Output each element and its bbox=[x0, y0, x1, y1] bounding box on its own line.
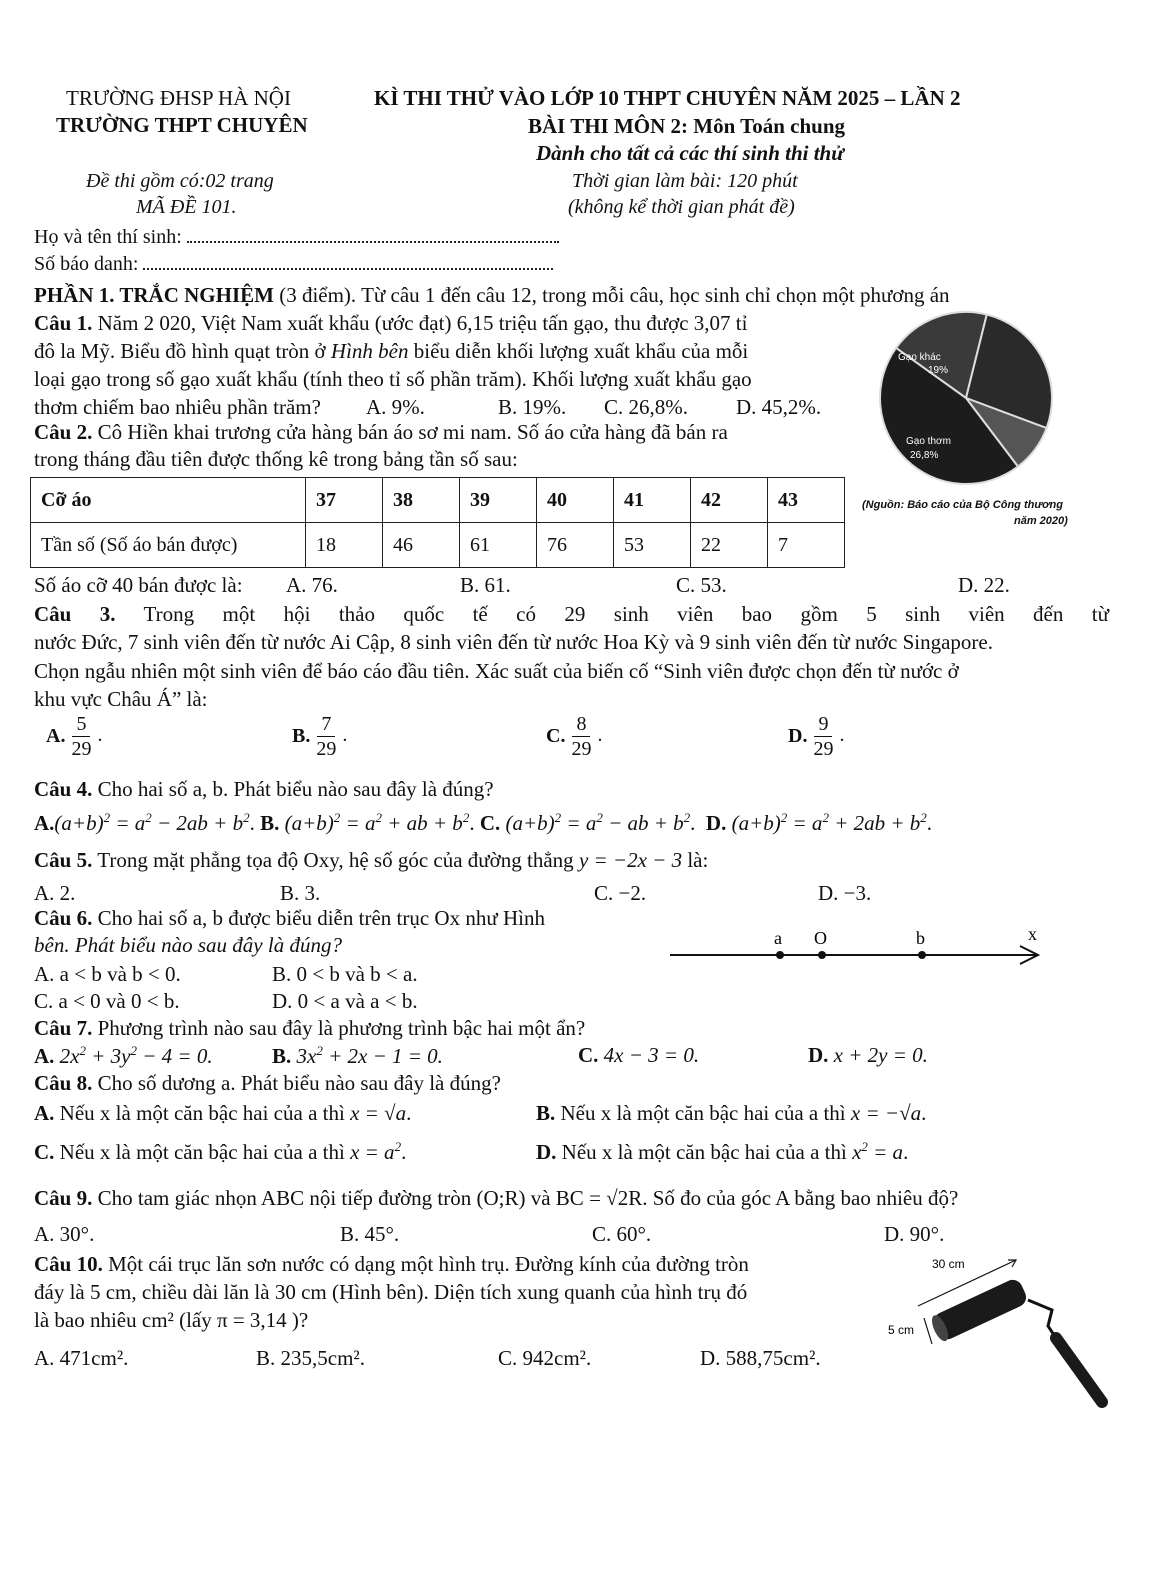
q4-text: Cho hai số a, b. Phát biểu nào sau đây là đúng? bbox=[97, 777, 494, 801]
q3-option-c: C. $\frac{8}{29}$ . bbox=[546, 713, 603, 760]
candidate-name-label: Họ và tên thí sinh: bbox=[34, 226, 182, 248]
pie-value-other: 19% bbox=[928, 365, 949, 376]
q3-a-denominator: 29 bbox=[71, 738, 92, 760]
q1-line2 bbox=[34, 339, 748, 364]
q8-option-c: C. Nếu x là một căn bậc hai của a thì $x = a^2$. bbox=[34, 1139, 407, 1164]
q7-text: Phương trình nào sau đây là phương trình bậc hai một ẩn? bbox=[97, 1016, 586, 1040]
q1-line4: thơm chiếm bao nhiêu phần trăm? bbox=[34, 395, 321, 419]
q1-text-2a: đô la Mỹ. Biểu đồ hình quạt tròn ở bbox=[34, 339, 331, 363]
q1-option-c: C. 26,8%. bbox=[604, 395, 688, 419]
q6-option-c: C. a < 0 và 0 < b. bbox=[34, 989, 180, 1013]
point-a bbox=[776, 951, 784, 959]
q8-option-d: D. Nếu x là một căn bậc hai của a thì $x^2 = a$. bbox=[536, 1139, 909, 1164]
q5-tail: là: bbox=[687, 848, 709, 872]
table-header-size: Cỡ áo bbox=[31, 478, 306, 523]
table-cell: 43 bbox=[768, 478, 845, 523]
q7-line1 bbox=[34, 1016, 585, 1041]
q7-option-d: D. x + 2y = 0. bbox=[808, 1043, 928, 1067]
q6-label: Câu 6. bbox=[34, 906, 93, 930]
q3-c-denominator: 29 bbox=[571, 738, 592, 760]
table-cell: 22 bbox=[691, 523, 768, 568]
axis-label-a: a bbox=[774, 928, 782, 948]
q3-b-denominator: 29 bbox=[316, 738, 337, 760]
q10-line1 bbox=[34, 1252, 749, 1277]
q8-b-stem: Nếu x là một căn bậc hai của a thì bbox=[560, 1101, 846, 1125]
candidate-id-row bbox=[34, 253, 553, 276]
q1-text-2c: biểu diễn khối lượng xuất khẩu của mỗi bbox=[408, 339, 749, 363]
q2-line2: trong tháng đầu tiên được thống kê trong bảng tần số sau: bbox=[34, 447, 518, 471]
q3-label: Câu 3. bbox=[34, 602, 116, 626]
q2-option-d: D. 22. bbox=[958, 573, 1010, 597]
pie-source-line1: (Nguồn: Báo cáo của Bộ Công thương bbox=[862, 499, 1063, 511]
q7-option-d-text: x + 2y = 0. bbox=[833, 1043, 928, 1067]
q8-text: Cho số dương a. Phát biểu nào sau đây là đúng? bbox=[97, 1071, 501, 1095]
paint-roller-figure bbox=[880, 1252, 1110, 1422]
q7-option-b: B. $3x^2 + 2x - 1 = 0$. bbox=[272, 1043, 443, 1068]
q5-line1 bbox=[34, 848, 708, 873]
q5-option-a: A. 2. bbox=[34, 881, 76, 905]
q7-option-c: C. 4x − 3 = 0. bbox=[578, 1043, 700, 1067]
q3-text-1: Trong một hội thảo quốc tế có 29 sinh viên bao gồm 5 sinh viên đến từ bbox=[143, 602, 1109, 626]
time-limit: Thời gian làm bài: 120 phút bbox=[572, 170, 798, 192]
q9-line1 bbox=[34, 1186, 958, 1211]
q10-text-1: Một cái trục lăn sơn nước có dạng một hình trụ. Đường kính của đường tròn bbox=[108, 1252, 749, 1276]
exam-code: MÃ ĐỀ 101. bbox=[136, 196, 237, 218]
q8-label: Câu 8. bbox=[34, 1071, 93, 1095]
candidate-id-field[interactable] bbox=[143, 254, 553, 270]
q1-line3: loại gạo trong số gạo xuất khẩu (tính theo tỉ số phần trăm). Khối lượng xuất khẩu gạo bbox=[34, 367, 752, 391]
q10-line3: là bao nhiêu cm² (lấy π = 3,14 )? bbox=[34, 1308, 309, 1332]
q8-line1 bbox=[34, 1071, 501, 1096]
roller-cylinder bbox=[929, 1277, 1030, 1344]
q3-c-numerator: 8 bbox=[572, 712, 590, 737]
roller-frame bbox=[1028, 1300, 1056, 1338]
q2-text-1: Cô Hiền khai trương cửa hàng bán áo sơ mi nam. Số áo cửa hàng đã bán ra bbox=[97, 420, 728, 444]
point-o bbox=[818, 951, 826, 959]
q1-text-2b: Hình bên bbox=[330, 339, 409, 363]
q8-d-stem: Nếu x là một căn bậc hai của a thì bbox=[561, 1140, 847, 1164]
q1-label: Câu 1. bbox=[34, 311, 93, 335]
pie-value-fragrant: 26,8% bbox=[910, 450, 939, 461]
q4-options: $A.(a+b)^2 = a^2 - 2ab + b^2$. B. $(a+b)^2 = a^2$ + ab + $b^2$. C. $(a+b)^2 = a^2$ − ab + $b^2$. D. $(a+b)^2 = a^2 + 2ab + b^2$. bbox=[34, 810, 933, 835]
q2-line1 bbox=[34, 420, 728, 445]
exam-subject: BÀI THI MÔN 2: Môn Toán chung bbox=[528, 114, 846, 138]
q3-b-numerator: 7 bbox=[317, 712, 335, 737]
q6-option-d: D. 0 < a và a < b. bbox=[272, 989, 418, 1013]
q7-label: Câu 7. bbox=[34, 1016, 93, 1040]
pages-note: Đề thi gồm có:02 trang bbox=[86, 170, 274, 192]
q1-line1 bbox=[34, 311, 747, 336]
table-cell: 41 bbox=[614, 478, 691, 523]
q3-line3: Chọn ngẫu nhiên một sinh viên để báo cáo đầu tiên. Xác suất của biến cố “Sinh viên được chọn đến từ nước ở bbox=[34, 659, 959, 683]
q8-a-stem: Nếu x là một căn bậc hai của a thì bbox=[59, 1101, 345, 1125]
table-row-frequency bbox=[31, 523, 845, 568]
q4-label: Câu 4. bbox=[34, 777, 93, 801]
candidate-name-row bbox=[34, 226, 559, 249]
q10-option-c: C. 942cm². bbox=[498, 1346, 592, 1370]
q3-option-a: A. $\frac{5}{29}$ . bbox=[46, 713, 103, 760]
table-header-frequency: Tần số (Số áo bán được) bbox=[31, 523, 306, 568]
q8-c-stem: Nếu x là một căn bậc hai của a thì bbox=[59, 1140, 345, 1164]
frequency-table bbox=[30, 477, 845, 568]
q10-option-a: A. 471cm². bbox=[34, 1346, 129, 1370]
table-cell: 53 bbox=[614, 523, 691, 568]
axis-label-x: x bbox=[1028, 924, 1037, 944]
part1-heading bbox=[34, 283, 950, 308]
q1-option-d: D. 45,2%. bbox=[736, 395, 822, 419]
q9-option-a: A. 30°. bbox=[34, 1222, 95, 1246]
table-cell: 38 bbox=[383, 478, 460, 523]
pie-label-fragrant: Gạo thơm bbox=[906, 436, 951, 447]
axis-label-o: O bbox=[814, 928, 827, 948]
roller-length-label: 30 cm bbox=[932, 1257, 965, 1271]
q5-text: Trong mặt phẳng tọa độ Oxy, hệ số góc của đường thẳng bbox=[97, 848, 574, 872]
q3-d-numerator: 9 bbox=[814, 712, 832, 737]
q1-option-b: B. 19%. bbox=[498, 395, 567, 419]
q2-option-a: A. 76. bbox=[286, 573, 338, 597]
table-cell: 37 bbox=[306, 478, 383, 523]
q8-option-b: B. Nếu x là một căn bậc hai của a thì x = −√a. bbox=[536, 1101, 927, 1125]
q10-option-b: B. 235,5cm². bbox=[256, 1346, 365, 1370]
table-cell: 76 bbox=[537, 523, 614, 568]
q6-option-b: B. 0 < b và b < a. bbox=[272, 962, 418, 986]
q10-label: Câu 10. bbox=[34, 1252, 103, 1276]
q6-option-a: A. a < b và b < 0. bbox=[34, 962, 181, 986]
school-subname: TRƯỜNG THPT CHUYÊN bbox=[56, 113, 308, 137]
school-name: TRƯỜNG ĐHSP HÀ NỘI bbox=[66, 86, 291, 110]
q6-text-1: Cho hai số a, b được biểu diễn trên trục Ox như Hình bbox=[97, 906, 545, 930]
q4-line1 bbox=[34, 777, 494, 802]
number-line-figure bbox=[668, 920, 1048, 970]
q1-option-a: A. 9%. bbox=[366, 395, 425, 419]
q3-line2: nước Đức, 7 sinh viên đến từ nước Ai Cập, 8 sinh viên đến từ nước Hoa Kỳ và 9 sinh viên đến từ nước Singapore. bbox=[34, 630, 993, 654]
table-cell: 40 bbox=[537, 478, 614, 523]
q3-line4: khu vực Châu Á” là: bbox=[34, 687, 208, 711]
q9-option-c: C. 60°. bbox=[592, 1222, 652, 1246]
q2-question: Số áo cỡ 40 bán được là: bbox=[34, 573, 243, 597]
q5-option-b: B. 3. bbox=[280, 881, 321, 905]
table-cell: 18 bbox=[306, 523, 383, 568]
candidate-name-field[interactable] bbox=[187, 227, 559, 243]
q9-label: Câu 9. bbox=[34, 1186, 93, 1210]
q3-a-numerator: 5 bbox=[72, 712, 90, 737]
part1-points: (3 điểm). bbox=[279, 283, 357, 307]
q10-option-d: D. 588,75cm². bbox=[700, 1346, 821, 1370]
part1-instruction: Từ câu 1 đến câu 12, trong mỗi câu, học sinh chỉ chọn một phương án bbox=[361, 283, 950, 307]
q5-option-c: C. −2. bbox=[594, 881, 647, 905]
audience-note: Dành cho tất cả các thí sinh thi thử bbox=[536, 141, 844, 165]
q5-equation: y = −2x − 3 bbox=[578, 848, 683, 872]
pie-slices bbox=[880, 312, 1052, 484]
q7-option-a: A. $2x^2 + 3y^2 - 4 = 0$. bbox=[34, 1043, 213, 1068]
table-cell: 39 bbox=[460, 478, 537, 523]
roller-diameter-arrow bbox=[924, 1318, 932, 1344]
table-cell: 46 bbox=[383, 523, 460, 568]
q3-option-d: D. $\frac{9}{29}$ . bbox=[788, 713, 845, 760]
q2-option-b: B. 61. bbox=[460, 573, 511, 597]
q5-option-d: D. −3. bbox=[818, 881, 872, 905]
q8-option-a: A. Nếu x là một căn bậc hai của a thì x = √a. bbox=[34, 1101, 412, 1125]
point-b bbox=[918, 951, 926, 959]
q3-d-denominator: 29 bbox=[813, 738, 834, 760]
rice-export-pie-chart bbox=[872, 308, 1060, 486]
time-note: (không kể thời gian phát đề) bbox=[568, 196, 795, 218]
q3-option-b: B. $\frac{7}{29}$ . bbox=[292, 713, 348, 760]
roller-handle bbox=[1056, 1338, 1102, 1402]
table-cell: 61 bbox=[460, 523, 537, 568]
pie-source-line2: năm 2020) bbox=[1014, 515, 1068, 527]
candidate-id-label: Số báo danh: bbox=[34, 253, 139, 275]
roller-diameter-label: 5 cm bbox=[888, 1323, 915, 1337]
q10-line2: đáy là 5 cm, chiều dài lăn là 30 cm (Hình bên). Diện tích xung quanh của hình trụ đó bbox=[34, 1280, 748, 1304]
q6-line2: bên. Phát biểu nào sau đây là đúng? bbox=[34, 933, 342, 957]
q5-label: Câu 5. bbox=[34, 848, 93, 872]
q9-text: Cho tam giác nhọn ABC nội tiếp đường tròn (O;R) và BC = √2R. Số đo của góc A bằng bao nhiêu độ? bbox=[97, 1186, 959, 1210]
pie-label-other: Gạo khác bbox=[898, 352, 941, 363]
q7-option-c-text: 4x − 3 = 0. bbox=[603, 1043, 700, 1067]
axis-label-b: b bbox=[916, 928, 925, 948]
q2-option-c: C. 53. bbox=[676, 573, 727, 597]
q9-option-b: B. 45°. bbox=[340, 1222, 400, 1246]
exam-title: KÌ THI THỬ VÀO LỚP 10 THPT CHUYÊN NĂM 2025 – LẦN 2 bbox=[374, 86, 961, 110]
q9-option-d: D. 90°. bbox=[884, 1222, 945, 1246]
q1-text-1: Năm 2 020, Việt Nam xuất khẩu (ước đạt) 6,15 triệu tấn gạo, thu được 3,07 tỉ bbox=[97, 311, 748, 335]
part1-title: PHẦN 1. TRẮC NGHIỆM bbox=[34, 283, 274, 307]
table-row-sizes bbox=[31, 478, 845, 523]
q3-line1 bbox=[34, 602, 1109, 627]
q6-line1 bbox=[34, 906, 545, 931]
q2-label: Câu 2. bbox=[34, 420, 93, 444]
table-cell: 42 bbox=[691, 478, 768, 523]
table-cell: 7 bbox=[768, 523, 845, 568]
